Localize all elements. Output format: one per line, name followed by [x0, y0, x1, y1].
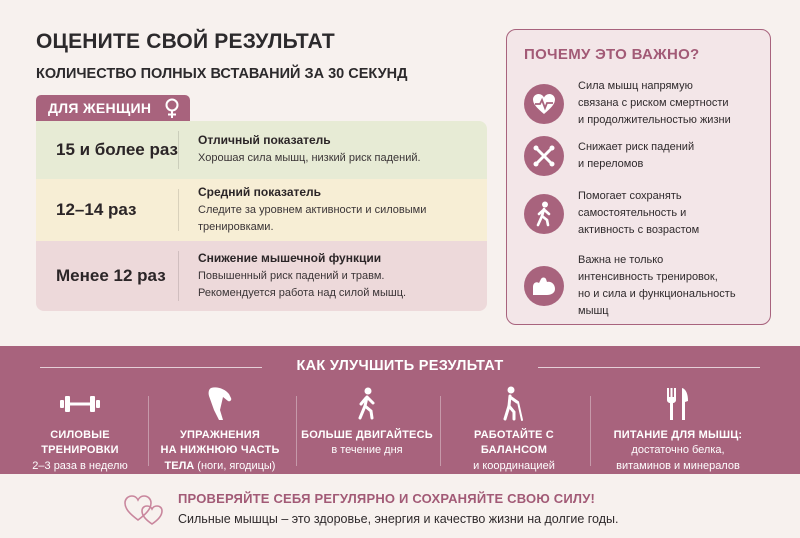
why-item-text — [578, 188, 768, 239]
result-title: Средний показатель — [198, 185, 322, 199]
tip-subtitle-1: достаточно белка, — [631, 444, 725, 457]
leg-icon — [150, 384, 290, 424]
result-row-average — [36, 179, 487, 241]
tip-separator — [590, 396, 591, 466]
result-title: Отличный показатель — [198, 133, 331, 148]
result-count: 12–14 раз — [56, 200, 137, 219]
tip-separator — [296, 396, 297, 466]
result-row-low — [36, 241, 487, 311]
why-item-text — [578, 252, 768, 320]
tip-title-1: СИЛОВЫЕ — [50, 429, 110, 441]
why-important-panel — [506, 29, 771, 325]
tip-subtitle-rest: (ноги, ягодицы) — [194, 459, 276, 472]
why-item-text — [578, 139, 768, 173]
tip-separator — [148, 396, 149, 466]
tip-lower-body — [150, 384, 290, 474]
tip-title-1: ПИТАНИЕ ДЛЯ МЫШЦ: — [613, 429, 743, 441]
tip-subtitle-bold: ТЕЛА — [164, 459, 195, 472]
why-item-falls — [524, 136, 768, 176]
why-item-functionality — [524, 252, 768, 320]
tip-title-1: РАБОТАЙТЕ С БАЛАНСОМ — [474, 429, 554, 457]
why-title: ПОЧЕМУ ЭТО ВАЖНО? — [524, 46, 700, 63]
why-line: интенсивность тренировок, — [578, 271, 718, 284]
improve-title: КАК УЛУЧШИТЬ РЕЗУЛЬТАТ — [296, 358, 504, 374]
women-tab-label: ДЛЯ ЖЕНЩИН — [48, 100, 152, 116]
result-title: Снижение мышечной функции — [198, 251, 382, 265]
fork-knife-icon — [594, 384, 762, 424]
result-text-1: Повышенный риск падений и травм. — [198, 270, 385, 282]
why-line: и продолжительностью жизни — [578, 114, 731, 127]
hearts-outline-icon — [122, 490, 168, 533]
tip-strength-training — [20, 384, 140, 474]
tip-title-2: ТРЕНИРОВКИ — [41, 444, 119, 457]
footer-text: Сильные мышцы – это здоровье, энергия и качество жизни на долгие годы. — [178, 512, 619, 526]
why-line: Помогает сохранять — [578, 190, 682, 202]
result-description — [198, 185, 487, 235]
why-line: Сила мышц напрямую — [578, 80, 693, 92]
result-text-2: Рекомендуется работа над силой мышц. — [198, 286, 407, 299]
tip-subtitle: и координацией — [473, 459, 555, 472]
tip-balance — [442, 384, 586, 474]
dumbbell-icon — [20, 384, 140, 424]
result-text: Хорошая сила мышц, низкий риск падений. — [198, 152, 421, 165]
why-line: активность с возрастом — [578, 224, 700, 237]
heart-pulse-icon — [524, 84, 564, 124]
why-line: и переломов — [578, 158, 644, 170]
walking-person-icon — [524, 194, 564, 234]
tip-title-1: УПРАЖНЕНИЯ — [179, 429, 261, 441]
improve-band — [0, 346, 800, 474]
walking-icon — [300, 384, 434, 424]
why-item-text — [578, 78, 768, 129]
why-line: мышц — [578, 305, 609, 318]
result-description — [198, 133, 421, 167]
page-subtitle: КОЛИЧЕСТВО ПОЛНЫХ ВСТАВАНИЙ ЗА 30 СЕКУНД — [36, 66, 408, 82]
cane-walker-icon — [442, 384, 586, 424]
flexed-arm-icon — [524, 266, 564, 306]
tip-subtitle-2: витаминов и минералов — [616, 459, 740, 472]
why-line: но и сила и функциональность — [578, 288, 736, 301]
why-line: Важна не только — [578, 254, 664, 266]
why-line: самостоятельность и — [578, 207, 687, 220]
tip-move-more — [300, 384, 434, 459]
result-text: Следите за уровнем активности и силовыми тренировками. — [198, 204, 427, 233]
tip-subtitle: 2–3 раза в неделю — [32, 459, 128, 472]
results-table — [36, 121, 487, 311]
women-tab — [36, 95, 190, 121]
why-item-independence — [524, 188, 768, 239]
footer-title: ПРОВЕРЯЙТЕ СЕБЯ РЕГУЛЯРНО И СОХРАНЯЙТЕ СВОЮ СИЛУ! — [178, 491, 596, 506]
result-count: Менее 12 раз — [56, 266, 166, 285]
why-line: связана с риском смертности — [578, 97, 729, 110]
row-divider — [178, 189, 179, 231]
page-title: ОЦЕНИТЕ СВОЙ РЕЗУЛЬТАТ — [36, 30, 335, 53]
bone-crossed-icon — [524, 136, 564, 176]
result-row-excellent — [36, 121, 487, 179]
tip-separator — [440, 396, 441, 466]
why-line: Снижает риск падений — [578, 140, 695, 153]
tip-subtitle — [150, 459, 290, 474]
row-divider — [178, 251, 179, 301]
tip-title-1: БОЛЬШЕ ДВИГАЙТЕСЬ — [301, 429, 433, 441]
tip-nutrition — [594, 384, 762, 474]
tip-subtitle: в течение дня — [331, 444, 403, 457]
result-description — [198, 251, 406, 301]
venus-icon — [164, 98, 180, 122]
why-item-mortality — [524, 78, 768, 129]
result-count: 15 и более раз — [56, 140, 178, 159]
row-divider — [178, 131, 179, 169]
tip-title-2: НА НИЖНЮЮ ЧАСТЬ — [160, 444, 280, 457]
